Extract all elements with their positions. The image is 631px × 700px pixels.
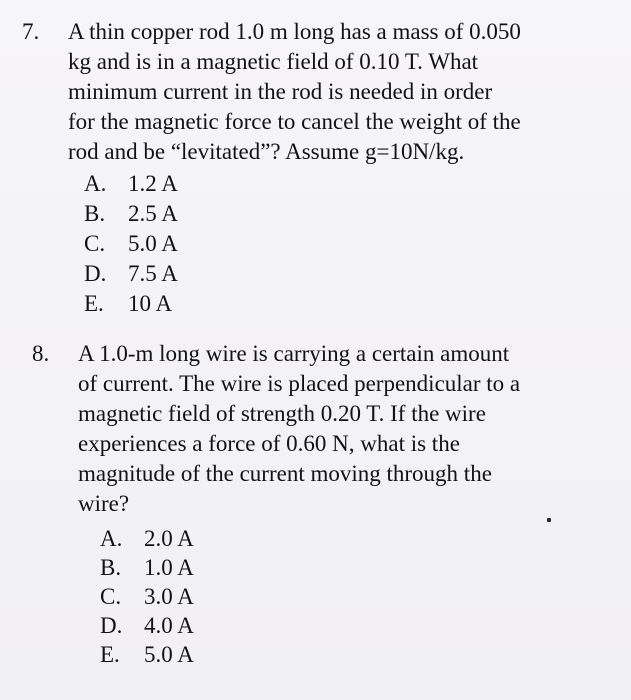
answer-choice-d [84,259,178,289]
question-number: 8. [32,341,50,366]
choice-letter: B. [100,555,122,580]
question-text-line: magnetic field of strength 0.20 T. If the wire [78,401,486,426]
choice-letter: A. [100,526,123,551]
choice-letter: D. [100,613,123,638]
question-text-line: minimum current in the rod is needed in order [68,79,493,104]
answer-choice-e [100,640,194,670]
answer-choice-e [84,289,172,319]
stray-dot-mark [547,518,551,522]
choice-letter: B. [84,201,106,226]
question-text-line: rod and be “levitated”? Assume g=10N/kg. [68,139,465,164]
choice-text: 1.0 A [144,555,194,580]
choice-text: 2.0 A [144,526,194,551]
choice-text: 4.0 A [144,613,194,638]
question-text-line: wire? [78,491,130,516]
question-text-line: for the magnetic force to cancel the weight of the [68,109,521,134]
choice-letter: E. [100,642,120,667]
question-text-line: of current. The wire is placed perpendicular to a [78,371,521,396]
choice-letter: E. [84,291,104,316]
answer-choice-a [84,169,178,199]
choice-letter: A. [84,171,107,196]
question-text-line: A thin copper rod 1.0 m long has a mass of 0.050 [68,19,521,44]
answer-choice-c [100,582,194,612]
answer-choice-d [100,611,194,641]
question-text-line: A 1.0-m long wire is carrying a certain amount [78,341,510,366]
choice-text: 1.2 A [128,171,178,196]
choice-letter: D. [84,261,107,286]
choice-text: 10 A [128,291,173,316]
choice-text: 2.5 A [128,201,178,226]
answer-choice-c [84,229,178,259]
choice-letter: C. [100,584,122,609]
answer-choice-a [100,524,194,554]
choice-text: 5.0 A [128,231,178,256]
question-number: 7. [22,19,40,44]
question-text-line: experiences a force of 0.60 N, what is the [78,431,460,456]
question-text-line: kg and is in a magnetic field of 0.10 T. What [68,49,479,74]
choice-text: 7.5 A [128,261,178,286]
choice-text: 3.0 A [144,584,194,609]
answer-choice-b [100,553,194,583]
answer-choice-b [84,199,178,229]
question-text-line: magnitude of the current moving through the [78,461,492,486]
choice-letter: C. [84,231,106,256]
choice-text: 5.0 A [144,642,194,667]
